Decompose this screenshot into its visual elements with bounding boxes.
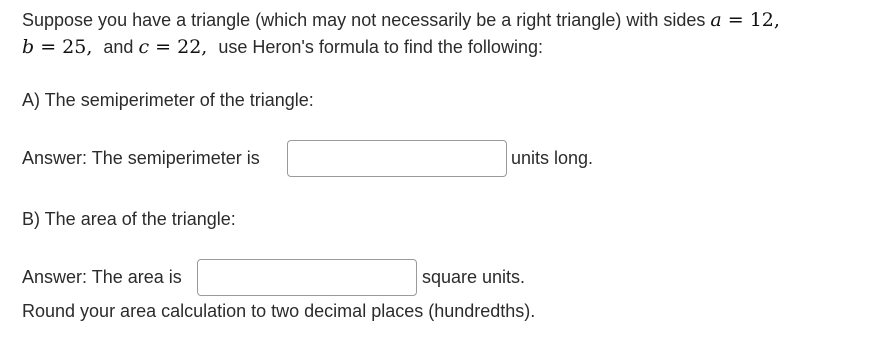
side-c-expression xyxy=(138,36,207,58)
semiperimeter-answer-input[interactable] xyxy=(287,140,507,177)
side-b-expression xyxy=(22,36,92,58)
part-b-answer-suffix: square units. xyxy=(422,267,526,287)
part-b-answer-prefix: Answer: The area is xyxy=(22,267,182,287)
part-a-heading: A) The semiperimeter of the triangle: xyxy=(22,90,314,110)
part-a-answer-suffix: units long. xyxy=(511,148,594,168)
side-a-value: = 12, xyxy=(721,9,780,31)
problem-statement-line-1 xyxy=(22,8,780,32)
and-word: and xyxy=(103,37,134,57)
rounding-instruction: Round your area calculation to two decimal places (hundredths). xyxy=(22,301,536,321)
side-b-value: = 25, xyxy=(34,36,93,58)
part-a-answer-prefix: Answer: The semiperimeter is xyxy=(22,148,260,168)
area-answer-input[interactable] xyxy=(197,259,417,296)
problem-intro-text: Suppose you have a triangle (which may not necessarily be a right triangle) with sides xyxy=(22,10,706,30)
side-c-value: = 22, xyxy=(149,36,208,58)
side-a-expression xyxy=(710,9,780,31)
problem-statement-line-2 xyxy=(22,35,543,59)
side-c-variable: c xyxy=(138,36,150,58)
part-b-heading: B) The area of the triangle: xyxy=(22,209,236,229)
problem-instruction-text: use Heron's formula to find the following: xyxy=(218,37,543,57)
side-a-variable: a xyxy=(710,9,722,31)
side-b-variable: b xyxy=(22,36,35,58)
